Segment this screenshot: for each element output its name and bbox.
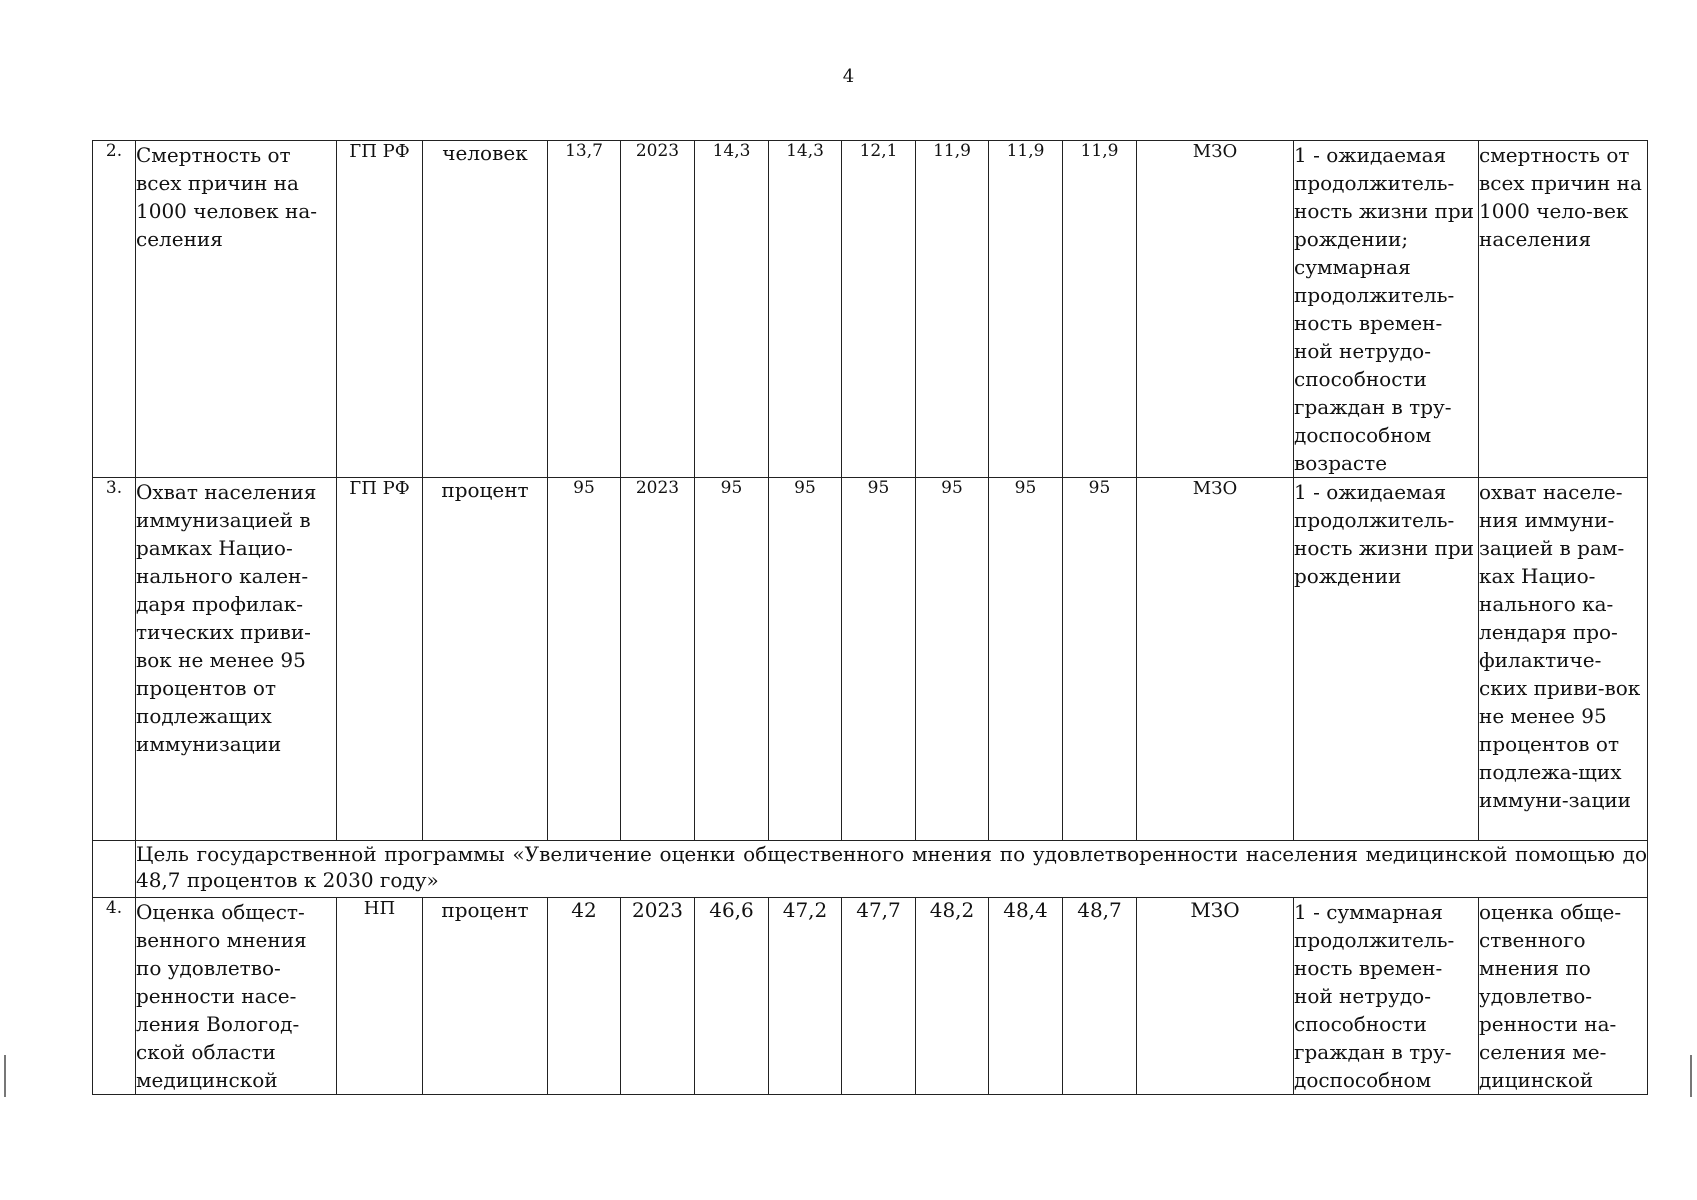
value-year-2: 14,3 (769, 141, 842, 478)
indicator-name: Смертность от всех причин на 1000 человек на-селения (136, 141, 337, 478)
value-year-1: 46,6 (695, 898, 769, 1095)
base-value: 42 (548, 898, 621, 1095)
table-row (93, 141, 1648, 478)
base-year: 2023 (621, 898, 695, 1095)
unit-of-measure: процент (423, 478, 548, 841)
right-margin-mark (1690, 1055, 1692, 1097)
indicators-table (92, 140, 1648, 1095)
value-year-5: 48,4 (989, 898, 1063, 1095)
linked-indicator: 1 - суммарная продолжитель-ность времен-ной нетрудо-способности граждан в тру-доспособном (1294, 898, 1479, 1095)
goal-row (93, 841, 1648, 898)
value-year-4: 48,2 (916, 898, 989, 1095)
linked-indicator: 1 - ожидаемая продолжитель-ность жизни при рождении; суммарная продолжитель-ность времен-ной нетрудо-способности граждан в тру-доспособном возрасте (1294, 141, 1479, 478)
indicator-source: ГП РФ (337, 478, 423, 841)
value-year-1: 14,3 (695, 141, 769, 478)
left-margin-mark (4, 1055, 6, 1097)
base-year: 2023 (621, 478, 695, 841)
row-number: 3. (93, 478, 136, 841)
value-year-4: 95 (916, 478, 989, 841)
value-year-2: 95 (769, 478, 842, 841)
responsible-body: МЗО (1137, 478, 1294, 841)
base-value: 95 (548, 478, 621, 841)
value-year-3: 95 (842, 478, 916, 841)
table-row (93, 898, 1648, 1095)
indicator-name: Оценка общест-венного мнения по удовлетво-ренности насе-ления Вологод-ской области медицинской (136, 898, 337, 1095)
value-year-6: 48,7 (1063, 898, 1137, 1095)
value-year-2: 47,2 (769, 898, 842, 1095)
value-year-5: 95 (989, 478, 1063, 841)
responsible-body: МЗО (1137, 898, 1294, 1095)
row-number: 4. (93, 898, 136, 1095)
indicator-reference: смертность от всех причин на 1000 чело-век населения (1479, 141, 1648, 478)
indicator-reference: оценка обще-ственного мнения по удовлетво-ренности на-селения ме-дицинской (1479, 898, 1648, 1095)
page-number: 4 (842, 66, 855, 87)
responsible-body: МЗО (1137, 141, 1294, 478)
value-year-1: 95 (695, 478, 769, 841)
linked-indicator: 1 - ожидаемая продолжитель-ность жизни при рождении (1294, 478, 1479, 841)
row-number: 2. (93, 141, 136, 478)
value-year-6: 95 (1063, 478, 1137, 841)
indicator-source: НП (337, 898, 423, 1095)
table-row (93, 478, 1648, 841)
program-goal: Цель государственной программы «Увеличение оценки общественного мнения по удовлетворенности населения медицинской помощью до 48,7 процентов к 2030 году» (136, 841, 1648, 898)
value-year-5: 11,9 (989, 141, 1063, 478)
base-value: 13,7 (548, 141, 621, 478)
value-year-4: 11,9 (916, 141, 989, 478)
goal-number-cell (93, 841, 136, 898)
indicator-source: ГП РФ (337, 141, 423, 478)
base-year: 2023 (621, 141, 695, 478)
value-year-6: 11,9 (1063, 141, 1137, 478)
value-year-3: 47,7 (842, 898, 916, 1095)
value-year-3: 12,1 (842, 141, 916, 478)
unit-of-measure: процент (423, 898, 548, 1095)
indicator-reference: охват населе-ния иммуни-зацией в рам-ках Нацио-нального ка-лендаря про-филактиче-ских приви-вок не менее 95 процентов от подлежа-щих иммуни-зации (1479, 478, 1648, 841)
unit-of-measure: человек (423, 141, 548, 478)
indicator-name: Охват населения иммунизацией в рамках Нацио-нального кален-даря профилак-тических приви-вок не менее 95 процентов от подлежащих иммунизации (136, 478, 337, 841)
